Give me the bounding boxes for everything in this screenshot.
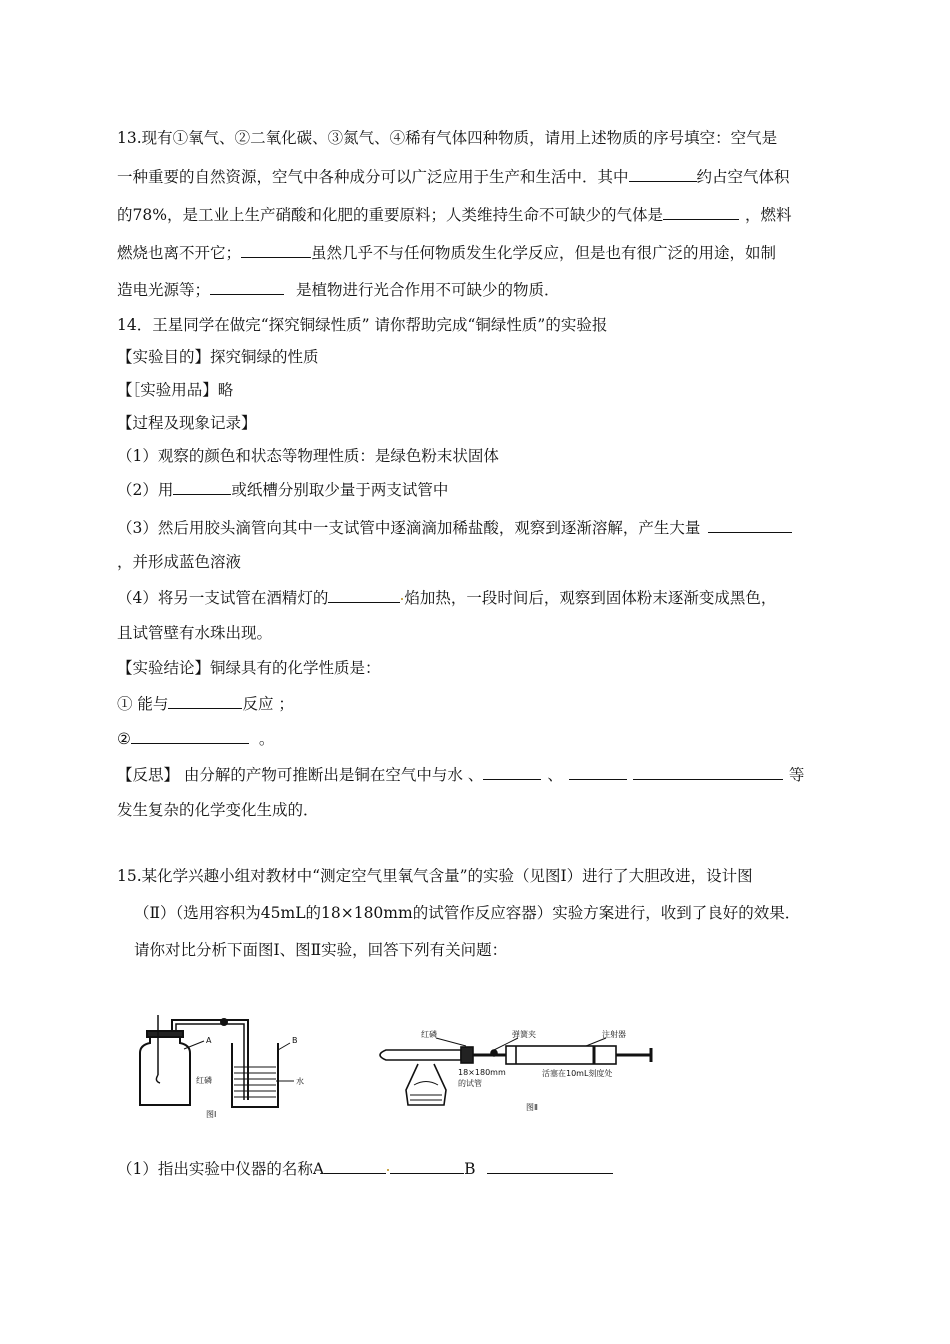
figure-2-label-tube-size: 18×180mm: [458, 1068, 506, 1077]
figure-2-label-red-phosphorus: 红磷: [421, 1030, 437, 1039]
q14-text: ②: [117, 730, 131, 748]
answer-blank[interactable]: [168, 693, 242, 709]
q14-conclusion-1: [117, 693, 294, 714]
q14-reflection: [117, 764, 804, 785]
figure-1-label-b: B: [292, 1036, 298, 1045]
dot-mark: [387, 1169, 389, 1171]
q14-text: 等: [788, 766, 805, 784]
q13-line-5: [117, 279, 560, 300]
q14-text: 【反思】 由分解的产物可推断出是铜在空气中与水 、: [117, 766, 484, 784]
q14-text: 反应 ；: [242, 695, 294, 713]
q14-step-3: [117, 517, 792, 538]
q15-line-3: 请你对比分析下面图Ⅰ、图Ⅱ实验，回答下列有关问题：: [134, 941, 508, 959]
figure-1-label-a: A: [206, 1036, 212, 1045]
q14-step-4-cont: 且试管壁有水珠出现。: [117, 624, 273, 642]
answer-blank[interactable]: [633, 764, 783, 780]
q14-process-heading: 【过程及现象记录】: [117, 414, 257, 432]
q14-text: 、: [547, 766, 563, 784]
q14-conclusion: 【实验结论】铜绿具有的化学性质是：: [117, 659, 381, 677]
q15-line-2: （Ⅱ）（选用容积为45mL的18×180mm的试管作反应容器）实验方案进行，收到了良好的效果．: [134, 904, 801, 922]
q14-text: （4）将另一支试管在酒精灯的: [117, 589, 329, 607]
q13-line-3: [117, 204, 791, 225]
q15-line-1: 15.某化学兴趣小组对教材中“测定空气里氧气含量”的实验（见图Ⅰ）进行了大胆改进，设计图: [117, 867, 753, 885]
answer-blank[interactable]: [708, 517, 792, 533]
q13-text: 一种重要的自然资源，空气中各种成分可以广泛应用于生产和生活中．其中: [117, 168, 629, 186]
q13-line-4: [117, 242, 776, 263]
answer-blank[interactable]: [569, 764, 627, 780]
figure-2-label-clamp: 弹簧夹: [512, 1030, 536, 1039]
q14-text: （2）用: [117, 481, 174, 499]
figure-1-label-red-phosphorus: 红磷: [196, 1076, 212, 1085]
q15-text: （1）指出实验中仪器的名称A: [117, 1160, 325, 1178]
q13-text: 的78%，是工业上生产硝酸和化肥的重要原料；人类维持生命不可缺少的气体是: [117, 206, 663, 224]
q15-sub-1: [117, 1158, 613, 1179]
q15-text: B: [464, 1160, 476, 1178]
figure-2-apparatus: [366, 1030, 666, 1122]
answer-blank[interactable]: [210, 279, 284, 295]
answer-blank[interactable]: [173, 479, 231, 495]
answer-blank[interactable]: [663, 204, 739, 220]
figure-2-label-piston: 活塞在10mL刻度处: [542, 1069, 613, 1078]
q14-conclusion-2: [117, 728, 274, 749]
q14-purpose: 【实验目的】探究铜绿的性质: [117, 348, 319, 366]
figure-2-label-syringe: 注射器: [602, 1030, 626, 1039]
q14-step-4: [117, 587, 776, 608]
figure-1-apparatus: [128, 1015, 338, 1120]
q13-text: 虽然几乎不与任何物质发生化学反应，但是也有很广泛的用途，如制: [311, 244, 777, 262]
figure-2-label-tube: 的试管: [458, 1079, 482, 1088]
answer-blank[interactable]: [629, 166, 697, 182]
q14-text: 。: [258, 730, 275, 748]
q13-text: ，燃料: [744, 206, 792, 224]
q14-text: ① 能与: [117, 695, 169, 713]
q14-step-1: （1）观察的颜色和状态等物理性质：是绿色粉末状固体: [117, 447, 499, 465]
figure-1-caption: 图Ⅰ: [206, 1110, 217, 1119]
q14-step-2: [117, 479, 448, 500]
q14-title: 14．王星同学在做完“探究铜绿性质” 请你帮助完成“铜绿性质”的实验报: [117, 316, 608, 334]
q13-text: 是植物进行光合作用不可缺少的物质．: [296, 281, 560, 299]
answer-blank[interactable]: [324, 1158, 386, 1174]
q14-text: （3）然后用胶头滴管向其中一支试管中逐滴滴加稀盐酸，观察到逐渐溶解，产生大量: [117, 519, 701, 537]
q13-line-2: [117, 166, 790, 187]
figure-1-label-water: 水: [296, 1077, 304, 1086]
q14-supplies: 【［实验用品】略: [117, 381, 234, 399]
answer-blank[interactable]: [241, 242, 311, 258]
q13-text: 造电光源等；: [117, 281, 211, 299]
q14-text: 焰加热，一段时间后，观察到固体粉末逐渐变成黑色，: [404, 589, 777, 607]
q13-line-1: 13.现有①氧气、②二氧化碳、③氮气、④稀有气体四种物质，请用上述物质的序号填空：空气是: [117, 129, 778, 147]
q14-text: 或纸槽分别取少量于两支试管中: [231, 481, 449, 499]
q13-text: 燃烧也离不开它；: [117, 244, 242, 262]
q13-text: 约占空气体积: [696, 168, 790, 186]
q14-reflection-cont: 发生复杂的化学变化生成的．: [117, 801, 319, 819]
figure-2-caption: 图Ⅱ: [526, 1103, 538, 1112]
answer-blank[interactable]: [483, 764, 541, 780]
answer-blank[interactable]: [487, 1158, 613, 1174]
q14-step-3-cont: ，并形成蓝色溶液: [117, 553, 242, 571]
answer-blank[interactable]: [131, 728, 249, 744]
answer-blank[interactable]: [390, 1158, 464, 1174]
answer-blank[interactable]: [328, 587, 400, 603]
